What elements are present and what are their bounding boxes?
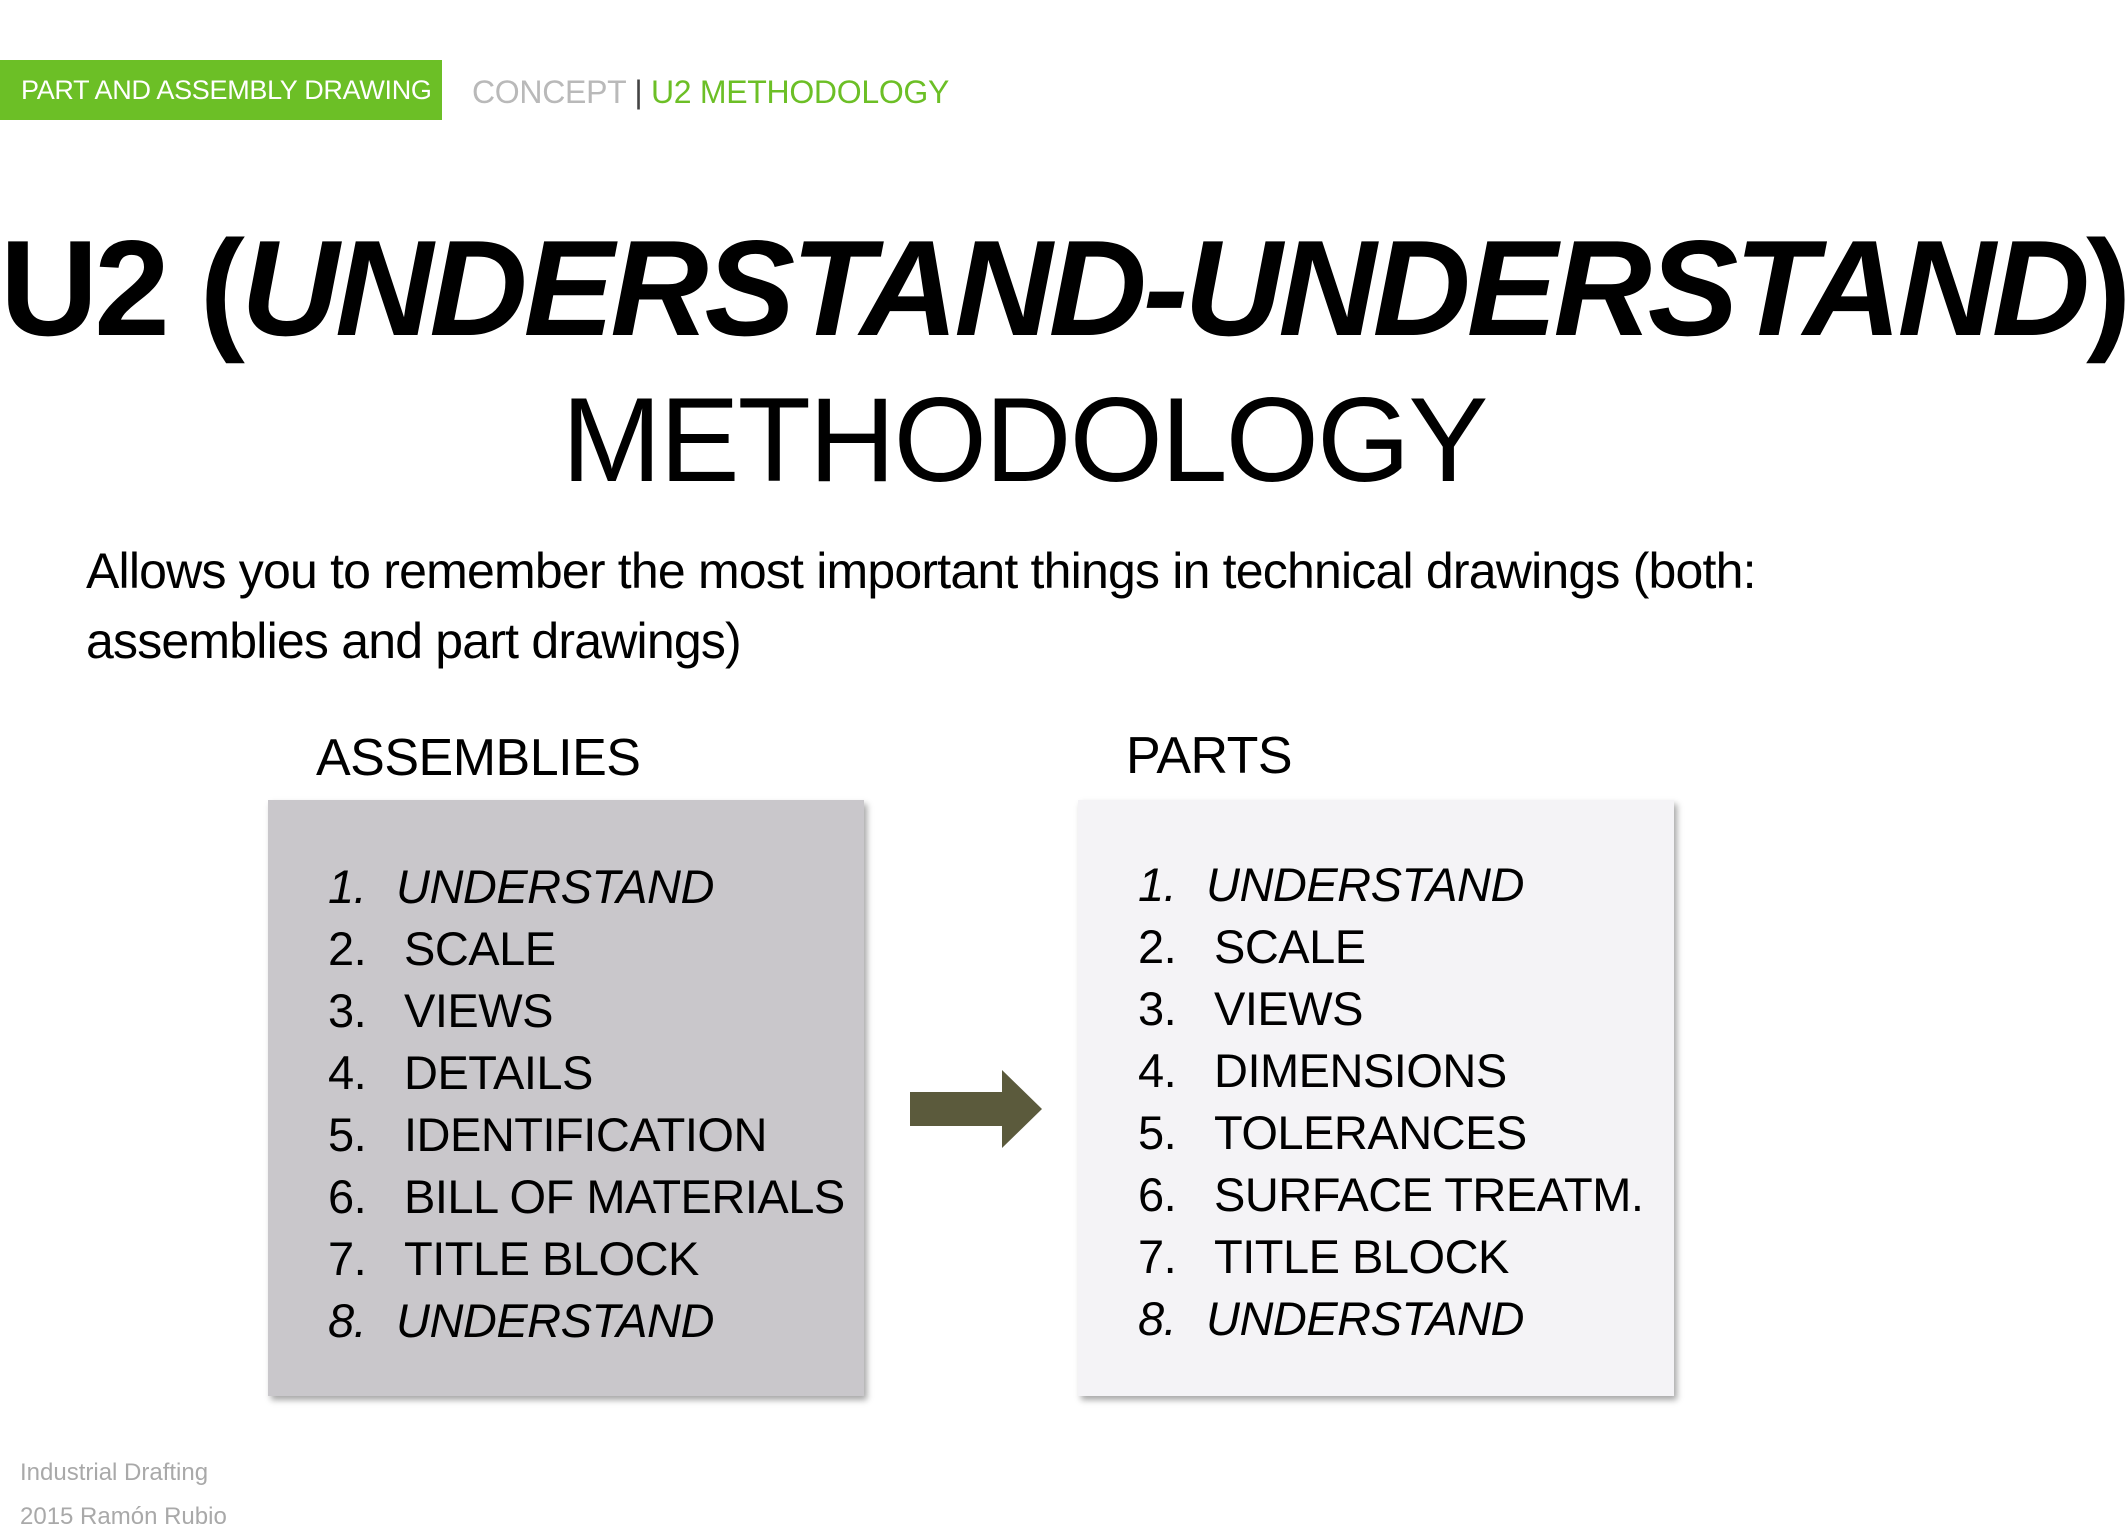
item-number: 1. (328, 860, 367, 913)
item-number: 4. (328, 1046, 367, 1099)
footer-course: Industrial Drafting (20, 1459, 209, 1486)
item-number: 6. (328, 1170, 367, 1223)
item-label: UNDERSTAND (1206, 858, 1524, 911)
item-number: 8. (328, 1294, 367, 1347)
item-number: 4. (1138, 1044, 1177, 1097)
list-item (268, 1104, 864, 1166)
list-item (268, 1166, 864, 1228)
right-arrow-icon (910, 1070, 1042, 1148)
item-label: SCALE (404, 922, 556, 975)
breadcrumb-parent: CONCEPT (472, 74, 626, 110)
item-label: SURFACE TREATM. (1214, 1168, 1644, 1221)
item-number: 7. (328, 1232, 367, 1285)
item-label: TITLE BLOCK (1214, 1230, 1509, 1283)
item-label: DETAILS (404, 1046, 593, 1099)
item-label: SCALE (1214, 920, 1366, 973)
list-item (1078, 978, 1674, 1040)
list-item (268, 918, 864, 980)
title-emphasis: UNDERSTAND-UNDERSTAND (240, 212, 2087, 364)
page-title (0, 208, 2127, 368)
list-item (1078, 916, 1674, 978)
list-item (1078, 1226, 1674, 1288)
item-label: TITLE BLOCK (404, 1232, 699, 1285)
item-label: UNDERSTAND (1206, 1292, 1524, 1345)
item-label: UNDERSTAND (396, 1294, 714, 1347)
item-label: VIEWS (1214, 982, 1363, 1035)
intro-text: Allows you to remember the most important things in technical drawings (both: assemblies and part drawings) (86, 543, 1756, 669)
parts-heading: PARTS (1126, 727, 1293, 785)
item-number: 5. (1138, 1106, 1177, 1159)
title-prefix: U2 ( (0, 212, 241, 364)
list-item (1078, 1164, 1674, 1226)
item-number: 5. (328, 1108, 367, 1161)
item-number: 8. (1138, 1292, 1177, 1345)
breadcrumb (472, 72, 949, 112)
item-number: 7. (1138, 1230, 1177, 1283)
assemblies-heading: ASSEMBLIES (316, 729, 641, 787)
assemblies-list (268, 800, 864, 1396)
list-item (1078, 1288, 1674, 1350)
page-subtitle: METHODOLOGY (561, 373, 1487, 507)
list-item (268, 856, 864, 918)
list-item (1078, 854, 1674, 916)
list-item (1078, 1102, 1674, 1164)
item-number: 6. (1138, 1168, 1177, 1221)
list-item (1078, 1040, 1674, 1102)
section-tag: PART AND ASSEMBLY DRAWING (0, 60, 442, 120)
list-item (268, 1290, 864, 1352)
item-number: 1. (1138, 858, 1177, 911)
list-item (268, 1042, 864, 1104)
list-item (268, 980, 864, 1042)
breadcrumb-current: U2 METHODOLOGY (650, 74, 950, 110)
item-label: UNDERSTAND (396, 860, 714, 913)
item-number: 3. (1138, 982, 1177, 1035)
title-suffix: ) (2086, 212, 2127, 364)
parts-list (1078, 800, 1674, 1396)
item-label: DIMENSIONS (1214, 1044, 1507, 1097)
item-number: 2. (1138, 920, 1177, 973)
item-label: TOLERANCES (1214, 1106, 1527, 1159)
item-label: VIEWS (404, 984, 553, 1037)
arrow-shape (910, 1070, 1042, 1148)
item-number: 2. (328, 922, 367, 975)
item-label: BILL OF MATERIALS (404, 1170, 845, 1223)
item-label: IDENTIFICATION (404, 1108, 767, 1161)
breadcrumb-separator: | (634, 74, 643, 110)
item-number: 3. (328, 984, 367, 1037)
footer-author: 2015 Ramón Rubio (20, 1503, 227, 1530)
list-item (268, 1228, 864, 1290)
